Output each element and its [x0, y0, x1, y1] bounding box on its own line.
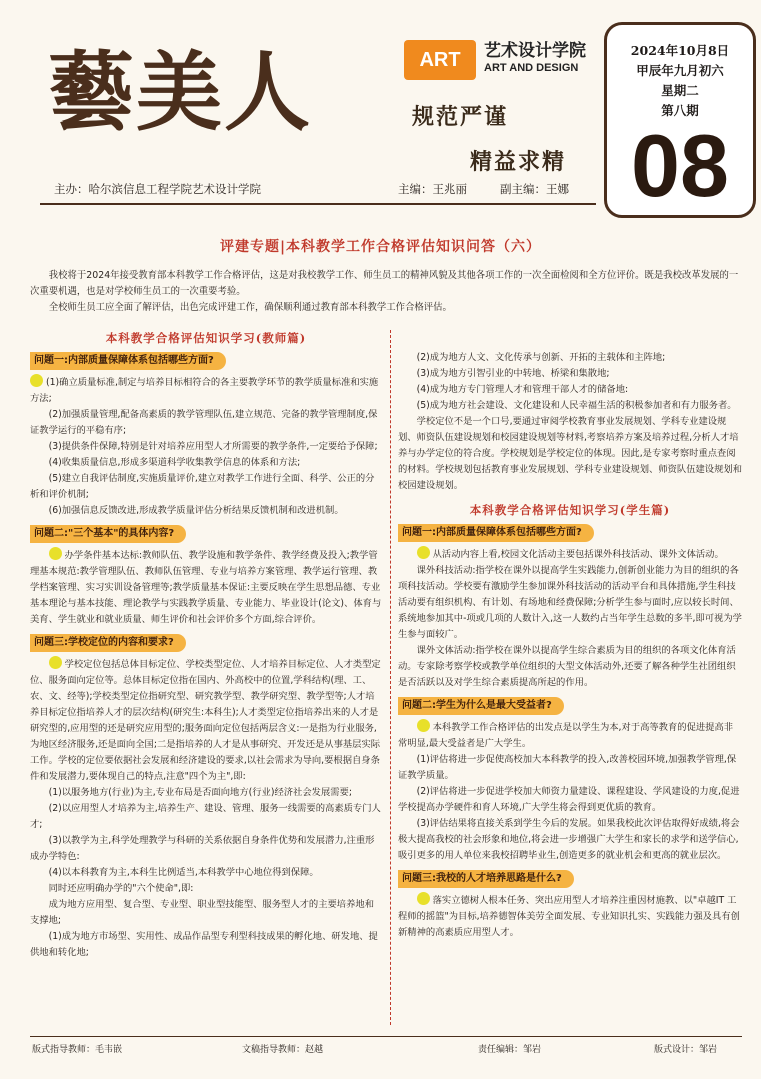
answer-text: 课外文体活动:指学校在课外以提高学生综合素质为目的组织的各项文化体育活动。专家除考察学校或教学单位组织的大型文体活动外,还要了解各种学生社团组织是否活跃以及对学生综合素质提高所起的作用。: [398, 645, 736, 688]
bullet-dot-icon: [417, 719, 430, 732]
editor-credit: 主编：王兆丽: [398, 182, 467, 196]
question-heading: 问题三:学校定位的内容和要求?: [30, 634, 186, 652]
deputy-editor-credit: 副主编：王娜: [500, 182, 569, 196]
layout-designer: 版式设计：邹岩: [654, 1045, 718, 1055]
bullet-dot-icon: [417, 546, 430, 559]
right-column: [398, 350, 742, 941]
answer-text: (2)加强质量管理,配备高素质的教学管理队伍,建立规范、完备的教学管理制度,保证教学运行的平稳有序;: [30, 409, 378, 436]
intro-paragraph: 我校将于2024年接受教育部本科教学工作合格评估，这是对我校教学工作、师生员工的精神风貌及其他各项工作的一次全面检阅和全方位评价。既是我校改革发展的一次重要机遇，也是对学校师生员工的一次重要考验。: [30, 270, 739, 297]
answer-text: (1)成为地方市场型、实用性、成品作品型专利型科技成果的孵化地、研发地、提供地和转化地;: [30, 931, 378, 958]
answer-text: 学校定位不是一个口号,要通过审阅学校教育事业发展规划、学科专业建设规划、师资队伍建设规划和校园建设规划等材料,考察培养方案及培养过程,分析人才培养与办学定位的符合度。学校规划是学校定位的体现。因此,是专家考察时重点查阅的材料。学校规划包括教育事业发展规划、学科专业建设规划、师资队伍建设规划和校园建设规划。: [398, 416, 742, 491]
issue-label: 第八期: [661, 103, 699, 118]
answer-text: 学校定位包括总体目标定位、学校类型定位、人才培养目标定位、人才类型定位、服务面向定位等。总体目标定位指在国内、外高校中的位置,学科结构(理、工、农、文、经等);学校类型定位指研究型、研究教学型、教学研究型、教学型等;人才培养目标定位指培养人才的层次结构(研究生:本科生);人才类型定位指培养出来的人才是研究型的,应用型的还是研究应用型的;服务面向定位包括两层含义:一是指为行业服务,为地区经济服务,还是面向全国;二是指培养的人才是从事研究、开发还是从事基层实际工作。学校的定位要依据社会发展和经济建设的要求,以社会需求为导向,要根据自身条件和发展潜力,要体现自己的特点,注意"四个为主",即:: [30, 659, 381, 782]
teacher-section-title: 本科教学合格评估知识学习(教师篇): [105, 331, 307, 345]
question-heading: 问题一:内部质量保障体系包括哪些方面?: [398, 524, 594, 542]
bullet-dot-icon: [30, 374, 43, 387]
question-heading: 问题三:我校的人才培养思路是什么?: [398, 870, 574, 888]
answer-text: (3)评估结果将直接关系到学生今后的发展。如果我校此次评估取得好成绩,将会极大提高我校的社会形象和地位,将会进一步增强广大学生和家长的求学和送学信心,吸引更多的用人单位来我校招聘毕业生,创造更多的就业机会和更高的就业层次。: [398, 818, 740, 861]
answer-text: (2)成为地方人文、文化传承与创新、开拓的主载体和主阵地;: [416, 352, 666, 363]
answer-text: (3)以教学为主,科学处理教学与科研的关系依据自身条件优势和发展潜力,注重形成办学特色:: [30, 835, 375, 862]
answer-text: 办学条件基本达标:教师队伍、教学设施和教学条件、教学经费及投入;教学管理基本规范:教学管理队伍、教师队伍管理、专业与培养方案管理、教学运行管理、教学档案管理、实习实训设备管理等;教学质量基本保证:主要反映在学生思想品德、专业基本理论与基本技能、理论教学与实践教学质量、专业能力、毕业设计(论文)、体育与美育、学生就业和就业质量、师生评价和社会评价多个方面,综合评价。: [30, 550, 382, 625]
weekday: 星期二: [661, 83, 699, 98]
issue-number: 08: [631, 116, 729, 215]
lunar-date: 甲辰年九月初六: [636, 63, 724, 78]
student-section-title: 本科教学合格评估知识学习(学生篇): [469, 503, 671, 517]
answer-text: (5)成为地方社会建设、文化建设和人民幸福生活的积极参加者和有力服务者。: [416, 400, 737, 411]
question-heading: 问题一:内部质量保障体系包括哪些方面?: [30, 352, 226, 370]
answer-text: 从活动内容上看,校园文化活动主要包括课外科技活动、课外文体活动。: [432, 549, 724, 560]
college-logo: [404, 30, 604, 90]
art-logo-icon: ART: [404, 40, 476, 80]
copy-advisor: 文稿指导教师：赵越: [242, 1045, 324, 1055]
slogan-2: 精益求精: [470, 150, 567, 175]
logo-en-text: ART AND DESIGN: [484, 62, 579, 74]
bullet-dot-icon: [49, 656, 62, 669]
answer-text: (1)评估将进一步促使高校加大本科教学的投入,改善校园环境,加强教学管理,保证教学质量。: [398, 754, 737, 781]
answer-text: (1)以服务地方(行业)为主,专业布局是否面向地方(行业)经济社会发展需要;: [48, 787, 352, 798]
answer-text: (5)建立自我评估制度,实施质量评价,建立对教学工作进行全面、科学、公正的分析和评价机制;: [30, 473, 375, 500]
answer-text: (4)收集质量信息,形成多渠道科学收集教学信息的体系和方法;: [48, 457, 301, 468]
date-issue-box: [604, 22, 756, 218]
layout-advisor: 版式指导教师：毛韦嵌: [32, 1045, 123, 1055]
answer-text: (4)成为地方专门管理人才和管理干部人才的储备地:: [416, 384, 629, 395]
logo-cn-text: 艺术设计学院: [484, 41, 586, 61]
column-divider: [390, 330, 391, 1025]
answer-text: (3)成为地方引智引业的中转地、桥梁和集散地;: [416, 368, 610, 379]
bullet-dot-icon: [49, 547, 62, 560]
masthead-title: 藝美人: [48, 42, 312, 143]
answer-text: 成为地方应用型、复合型、专业型、职业型技能型、服务型人才的主要培养地和支撑地;: [30, 899, 374, 926]
answer-text: (1)确立质量标准,制定与培养目标相符合的各主要教学环节的教学质量标准和实施方法;: [30, 377, 379, 404]
left-column: [30, 330, 382, 961]
answer-text: (3)提供条件保障,特别是针对培养应用型人才所需要的教学条件,一定要给予保障;: [48, 441, 378, 452]
answer-text: (2)以应用型人才培养为主,培养生产、建设、管理、服务一线需要的高素质专门人才;: [30, 803, 381, 830]
answer-text: (4)以本科教育为主,本科生比例适当,本科教学中心地位得到保障。: [48, 867, 319, 878]
masthead-rule: [40, 203, 596, 205]
responsible-editor: 责任编辑：邹岩: [478, 1045, 542, 1055]
special-topic-title: 评建专题|本科教学工作合格评估知识问答（六）: [219, 239, 542, 255]
question-heading: 问题二:学生为什么是最大受益者?: [398, 697, 564, 715]
answer-text: (2)评估将进一步促进学校加大师资力量建设、课程建设、学风建设的力度,促进学校提高办学硬件和育人环境,广大学生将会得到更优质的教育。: [398, 786, 740, 813]
answer-text: 落实立德树人根本任务、突出应用型人才培养注重因材施教、以"卓越IT 工程师的摇篮"为目标,培养德智体美劳全面发展、专业知识扎实、实践能力强及具有创新精神的高素质应用型人才。: [398, 895, 740, 938]
host-credit: 主办：哈尔滨信息工程学院艺术设计学院: [54, 182, 261, 196]
slogan-1: 规范严谨: [412, 105, 509, 130]
answer-text: 课外科技活动:指学校在课外以提高学生实践能力,创新创业能力为目的组织的各项科技活动。学校要有激励学生参加课外科技活动的活动平台和具体措施,学生科技活动要有组织机构、有计划、有场地和经费保障;分析学生参与面时,应以较长时间、系统地参加其中-项或几项的人数计入,这一人数约占当年学生总数的多半,即可视为学生参与面较广。: [398, 565, 742, 640]
answer-text: (6)加强信息反馈改进,形成教学质量评估分析结果反馈机制和改进机制。: [48, 505, 344, 516]
footer-rule: [30, 1036, 742, 1037]
question-heading: 问题二:"三个基本"的具体内容?: [30, 525, 186, 543]
bullet-dot-icon: [417, 892, 430, 905]
intro-paragraph: 全校师生员工应全面了解评估，出色完成评建工作，确保顺利通过教育部本科教学工作合格评估。: [48, 302, 452, 313]
issue-date: 2024年10月8日: [630, 43, 730, 58]
intro-text: [30, 268, 742, 316]
answer-text: 本科教学工作合格评估的出发点是以学生为本,对于高等教育的促进提高非常明显,最大受益者是广大学生。: [398, 722, 734, 749]
answer-text: 同时还应明确办学的"六个使命",即:: [48, 883, 194, 894]
